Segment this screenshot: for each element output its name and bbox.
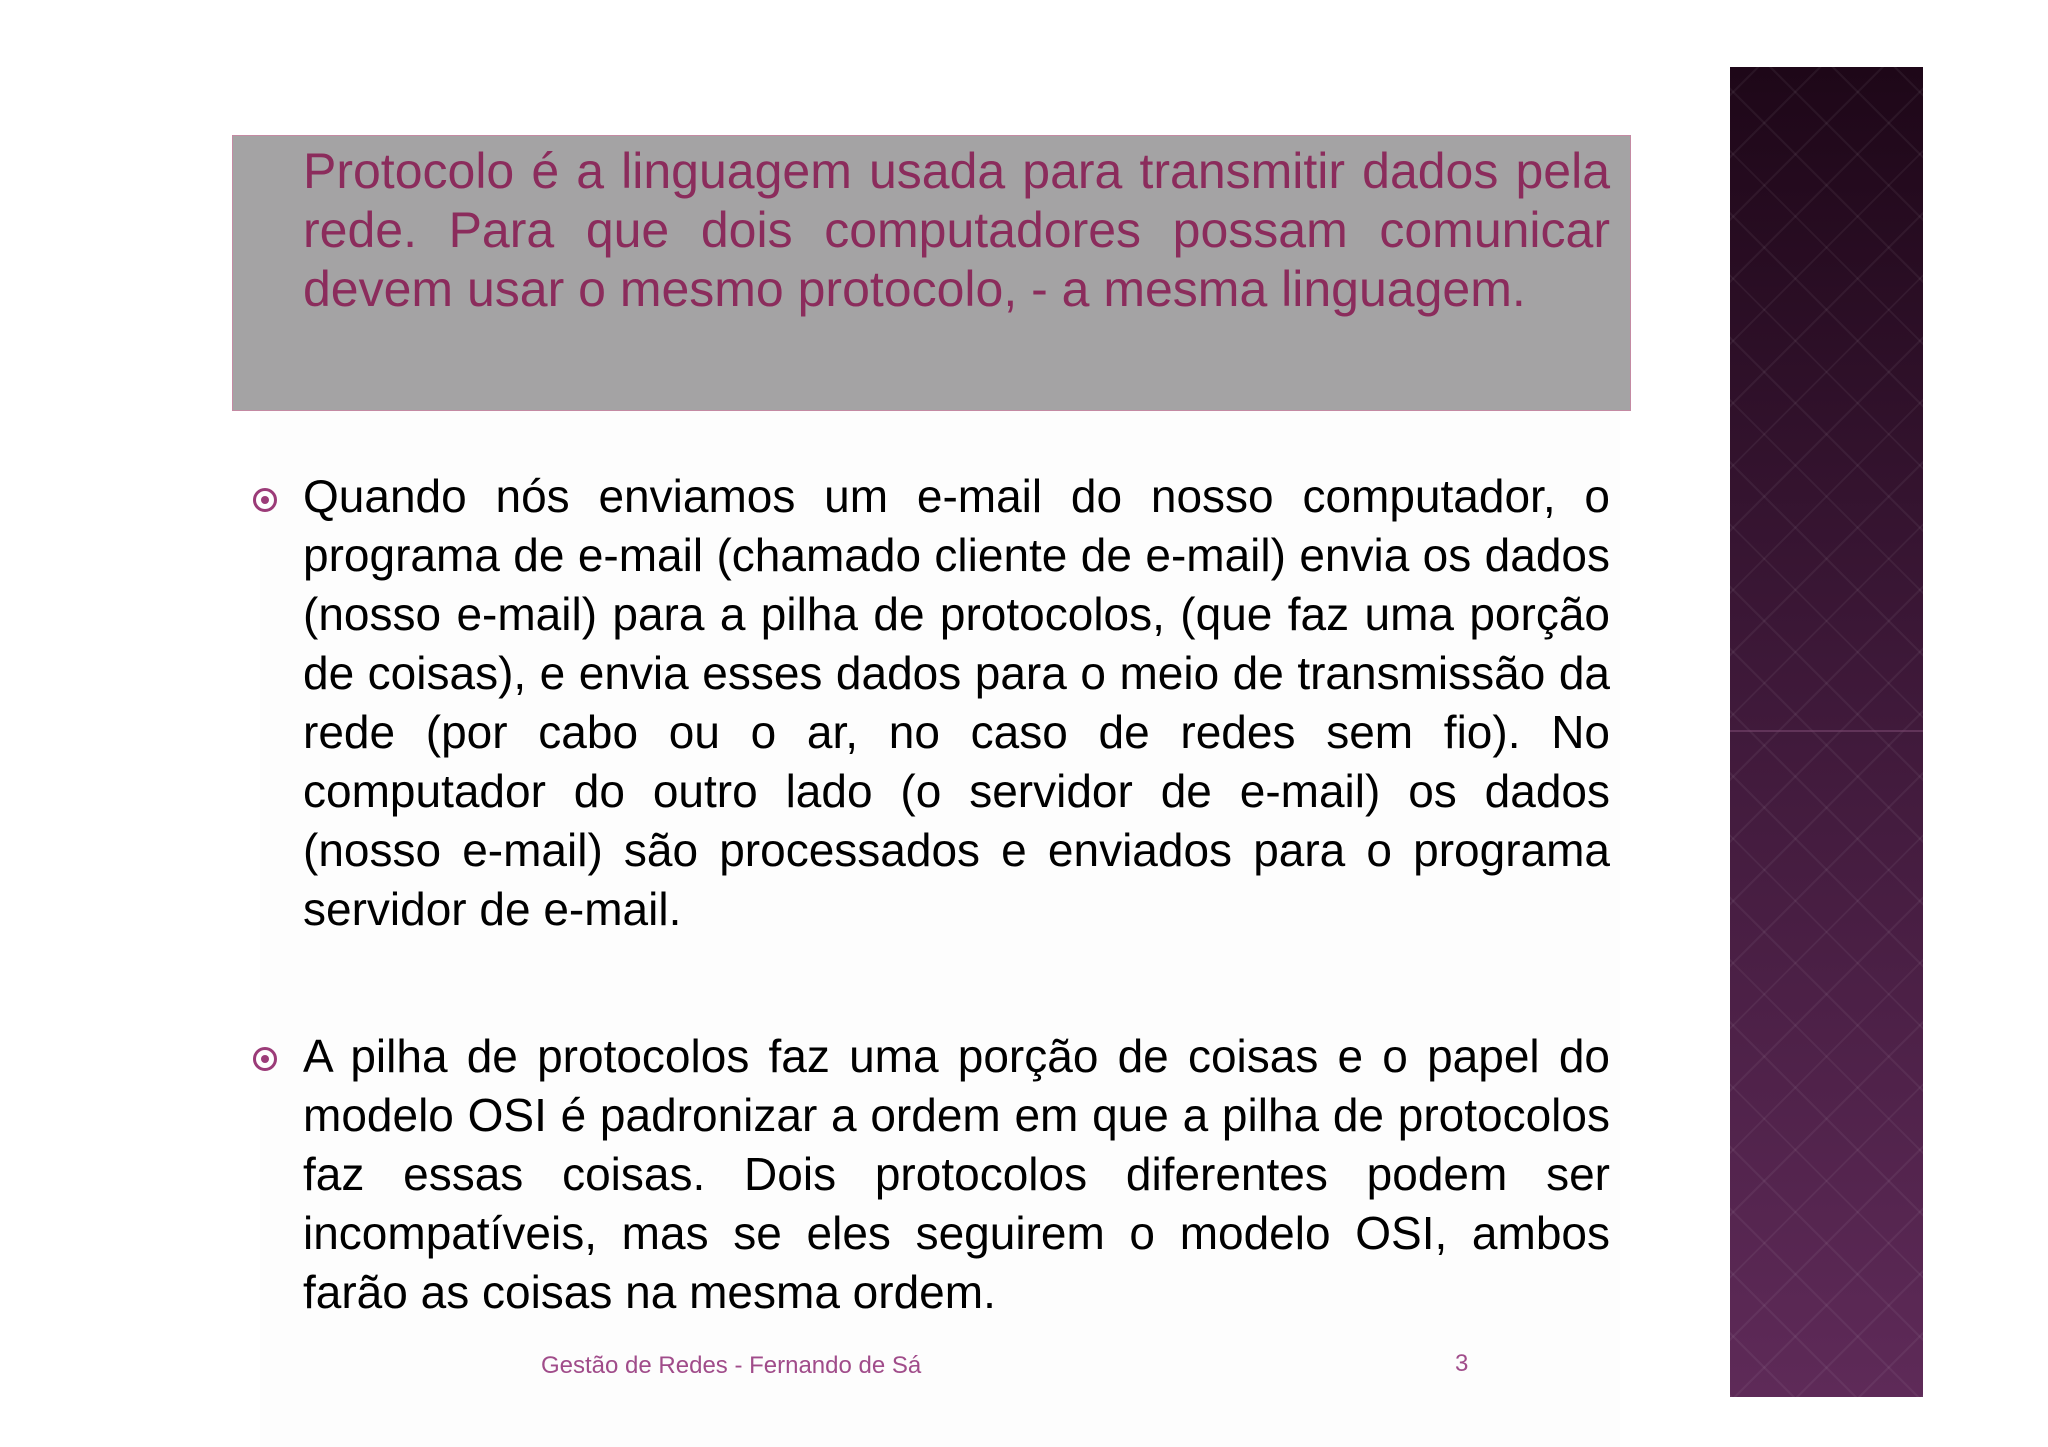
side-panel-divider [1730, 730, 1923, 732]
decorative-side-panel [1730, 67, 1923, 1397]
bullet-circle-icon [253, 1047, 277, 1071]
bullet-text-1: Quando nós enviamos um e-mail do nosso computador, o programa de e-mail (chamado cliente de e-mail) envia os dados (nosso e-mail) para a pilha de protocolos, (que faz uma porção de coisas), e envia esses dados para o meio de transmissão da rede (por cabo ou o ar, no caso de redes sem fio). No computador do outro lado (o servidor de e-mail) os dados (nosso e-mail) são processados e enviados para o programa servidor de e-mail. [303, 470, 1610, 935]
page-number: 3 [1455, 1350, 1469, 1377]
footer-text: Gestão de Redes - Fernando de Sá [541, 1352, 922, 1379]
bullet-circle-icon [253, 488, 277, 512]
bullet-text-2: A pilha de protocolos faz uma porção de coisas e o papel do modelo OSI é padronizar a ordem em que a pilha de protocolos faz essas coisas. Dois protocolos diferentes podem ser incompatíveis, mas se eles seguirem o modelo OSI, ambos farão as coisas na mesma ordem. [303, 1030, 1610, 1318]
definition-text: Protocolo é a linguagem usada para transmitir dados pela rede. Para que dois computadores possam comunicar devem usar o mesmo protocolo, - a mesma linguagem. [303, 143, 1610, 317]
